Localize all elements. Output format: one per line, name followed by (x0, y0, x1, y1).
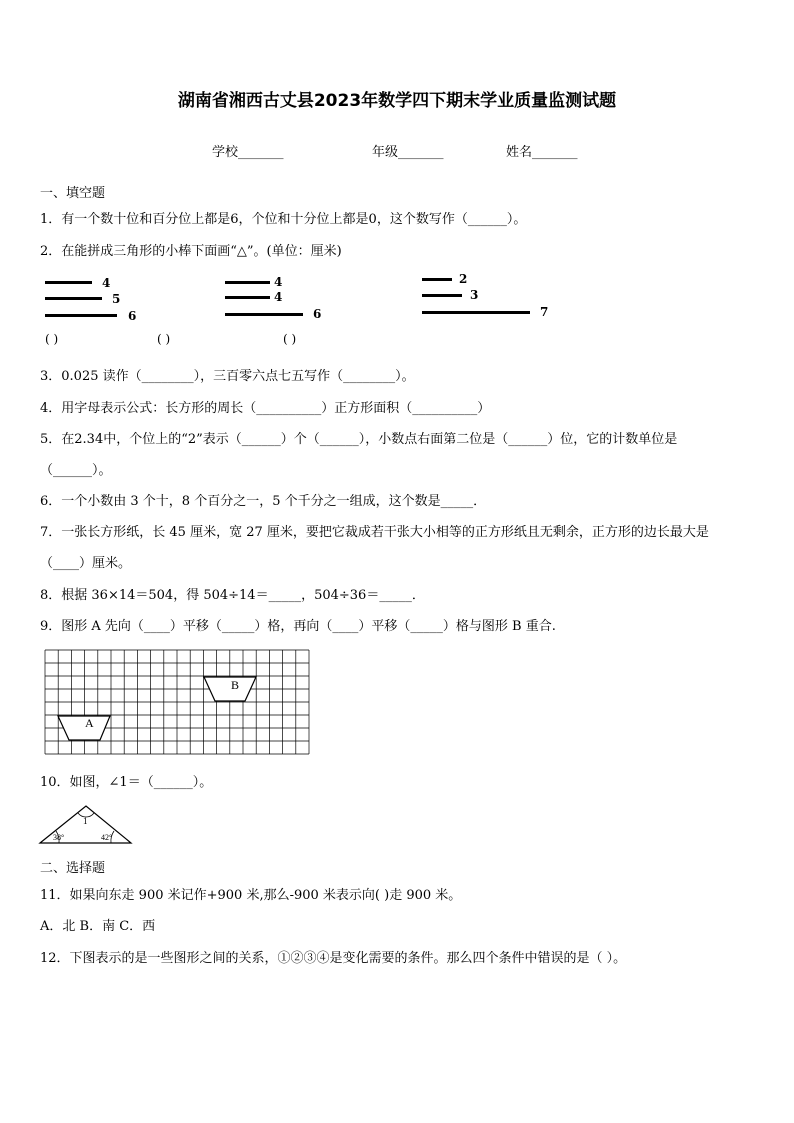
grade-field[interactable]: 年级_______ (372, 145, 444, 160)
question-2: 2．在能拼成三角形的小棒下面画“△”。(单位：厘米) (40, 244, 342, 259)
shape-a-label: A (85, 716, 94, 730)
stick-length: 6 (128, 309, 137, 323)
shape-b (204, 677, 256, 701)
stick-length: 5 (112, 292, 121, 306)
school-field[interactable]: 学校_______ (212, 145, 284, 160)
stick (422, 311, 530, 314)
question-7: 7．一张长方形纸，长 45 厘米，宽 27 厘米，要把它裁成若干张大小相等的正方形纸且无剩余，正方形的边长最大是 (40, 525, 709, 540)
stick (225, 281, 270, 284)
stick (45, 297, 102, 300)
question-10: 10．如图，∠1＝（______）。 (40, 775, 213, 790)
section-fill-blank: 一、填空题 (40, 186, 106, 201)
answer-blank[interactable]: ( ) (157, 332, 171, 346)
angle-42-label: 42° (101, 833, 113, 842)
stick-length: 6 (313, 307, 322, 321)
question-4: 4．用字母表示公式：长方形的周长（__________）正方形面积（__________） (40, 401, 491, 416)
page-title: 湖南省湘西古丈县2023年数学四下期末学业质量监测试题 (177, 91, 617, 111)
question-3: 3．0.025 读作（________），三百零六点七五写作（________）。 (40, 369, 415, 384)
stick-length: 4 (274, 290, 283, 304)
stick-length: 3 (470, 288, 479, 302)
stick (225, 313, 303, 316)
answer-blank[interactable]: ( ) (45, 332, 59, 346)
question-5-cont: （______）。 (40, 463, 112, 478)
stick (422, 294, 462, 297)
question-5: 5．在2.34中，个位上的“2”表示（______）个（______），小数点右面第二位是（______）位，它的计数单位是 (40, 432, 678, 447)
question-6: 6．一个小数由 3 个十，8 个百分之一，5 个千分之一组成，这个数是_____． (40, 494, 487, 509)
name-field[interactable]: 姓名_______ (506, 145, 578, 160)
question-11: 11．如果向东走 900 米记作+900 米,那么-900 米表示向( )走 900 米。 (40, 888, 462, 903)
grid-figure (44, 648, 310, 756)
question-11-options[interactable]: A．北 B．南 C．西 (40, 919, 156, 934)
stick (45, 281, 92, 284)
stick-length: 4 (274, 275, 283, 289)
question-8: 8．根据 36×14＝504，得 504÷14＝_____，504÷36＝_____． (40, 588, 425, 603)
stick (45, 314, 117, 317)
stick-length: 4 (102, 276, 111, 290)
angle-38-label: 38° (53, 833, 65, 842)
answer-blank[interactable]: ( ) (283, 332, 297, 346)
stick (225, 296, 270, 299)
triangle-figure (38, 800, 134, 846)
angle-1-label: 1 (83, 816, 88, 826)
stick-length: 7 (540, 305, 549, 319)
question-1: 1．有一个数十位和百分位上都是6，个位和十分位上都是0，这个数写作（______）。 (40, 212, 527, 227)
question-7-cont: （____）厘米。 (40, 556, 132, 571)
question-12: 12．下图表示的是一些图形之间的关系，①②③④是变化需要的条件。那么四个条件中错误的是（ ）。 (40, 951, 627, 966)
stick (422, 278, 452, 281)
shape-b-label: B (231, 678, 240, 692)
shape-a (58, 716, 110, 740)
stick-length: 2 (459, 272, 468, 286)
section-choice: 二、选择题 (40, 861, 106, 876)
question-9: 9．图形 A 先向（____）平移（_____）格，再向（____）平移（_____）格与图形 B 重合. (40, 619, 556, 634)
